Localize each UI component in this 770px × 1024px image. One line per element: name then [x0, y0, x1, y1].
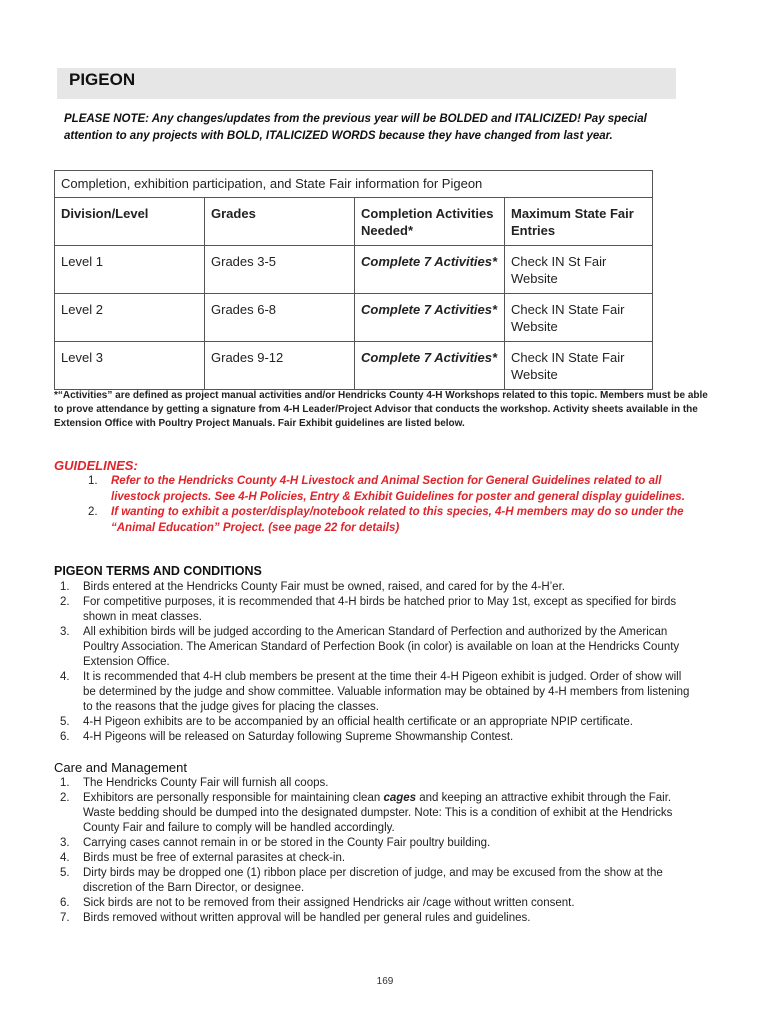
item-number: 5. — [60, 867, 70, 879]
item-text: If wanting to exhibit a poster/display/notebook related to this species, 4-H members may do so under the “Animal Education” Project. (see page 22 for details) — [111, 506, 684, 534]
item-number: 6. — [60, 731, 70, 743]
item-number: 2. — [88, 506, 98, 518]
activities-footnote: *“Activities” are defined as project manual activities and/or Hendricks County 4-H Workshops related to this topic. Members must be able to prove attendance by getting a signature from 4-H Leader/Project Advisor that conducts the workshop. Activity sheets available in the Extension Office with Poultry Project Manuals. Fair Exhibit guidelines are listed below. — [54, 390, 708, 429]
list-item — [54, 505, 694, 536]
list-item — [54, 625, 694, 670]
item-number: 7. — [60, 912, 70, 924]
cell-grades: Grades 3-5 — [205, 246, 355, 294]
requirements-table — [54, 170, 653, 390]
item-text: Birds removed without written approval will be handled per general rules and guidelines. — [83, 912, 531, 924]
list-item — [54, 911, 694, 926]
care-list — [54, 776, 694, 926]
guidelines-heading: GUIDELINES: — [54, 458, 138, 473]
item-text: Carrying cases cannot remain in or be stored in the County Fair poultry building. — [83, 837, 491, 849]
item-number: 3. — [60, 626, 70, 638]
cell-completion: Complete 7 Activities* — [355, 342, 505, 390]
item-number: 2. — [60, 792, 70, 804]
terms-list — [54, 580, 694, 745]
item-number: 1. — [88, 475, 98, 487]
header-max-entries: Maximum State Fair Entries — [505, 198, 653, 246]
item-number: 2. — [60, 596, 70, 608]
guidelines-list — [54, 474, 694, 536]
list-item — [54, 580, 694, 595]
item-text: Sick birds are not to be removed from their assigned Hendricks air /cage without written consent. — [83, 897, 575, 909]
cell-max-entries: Check IN State Fair Website — [505, 294, 653, 342]
list-item — [54, 474, 694, 505]
cell-level: Level 2 — [55, 294, 205, 342]
cell-grades: Grades 9-12 — [205, 342, 355, 390]
header-completion: Completion Activities Needed* — [355, 198, 505, 246]
item-number: 5. — [60, 716, 70, 728]
item-text: Birds must be free of external parasites at check-in. — [83, 852, 346, 864]
item-text: Birds entered at the Hendricks County Fair must be owned, raised, and cared for by the 4-H’er. — [83, 581, 565, 593]
item-text: All exhibition birds will be judged according to the American Standard of Perfection and authorized by the American Poultry Association. The American Standard of Perfection Book (in color) is available on loan at the Hendricks County Extension Office. — [83, 626, 680, 668]
list-item — [54, 595, 694, 625]
item-text: For competitive purposes, it is recommended that 4-H birds be hatched prior to May 1st, except as specified for birds shown in meat classes. — [83, 596, 677, 623]
list-item — [54, 851, 694, 866]
item-text: 4-H Pigeon exhibits are to be accompanied by an official health certificate or an appropriate NPIP certificate. — [83, 716, 633, 728]
page-number: 169 — [376, 976, 394, 987]
list-item — [54, 715, 694, 730]
section-title: PIGEON — [57, 68, 676, 99]
item-number: 4. — [60, 671, 70, 683]
header-grades: Grades — [205, 198, 355, 246]
item-text: 4-H Pigeons will be released on Saturday following Supreme Showmanship Contest. — [83, 731, 514, 743]
item-text: The Hendricks County Fair will furnish all coops. — [83, 777, 329, 789]
list-item — [54, 836, 694, 851]
table-row — [55, 294, 653, 342]
item-number: 6. — [60, 897, 70, 909]
cell-grades: Grades 6-8 — [205, 294, 355, 342]
item-text-start: Exhibitors are personally responsible for maintaining clean — [83, 792, 384, 804]
item-number: 3. — [60, 837, 70, 849]
cell-max-entries: Check IN State Fair Website — [505, 342, 653, 390]
item-number: 1. — [60, 777, 70, 789]
header-division: Division/Level — [55, 198, 205, 246]
list-item — [54, 866, 694, 896]
update-note: PLEASE NOTE: Any changes/updates from the previous year will be BOLDED and ITALICIZED! Pay special attention to any projects with BOLD, ITALICIZED WORDS because they have changed from last year. — [64, 113, 647, 142]
list-item — [54, 670, 694, 715]
terms-heading: PIGEON TERMS AND CONDITIONS — [54, 564, 262, 578]
item-text: Dirty birds may be dropped one (1) ribbon place per discretion of judge, and may be excused from the show at the discretion of the Barn Director, or designee. — [83, 867, 663, 894]
care-heading: Care and Management — [54, 760, 187, 775]
list-item — [54, 791, 694, 836]
table-caption: Completion, exhibition participation, and State Fair information for Pigeon — [55, 171, 653, 198]
emphasis-cages: cages — [383, 792, 417, 804]
table-row — [55, 246, 653, 294]
cell-completion: Complete 7 Activities* — [355, 294, 505, 342]
cell-level: Level 1 — [55, 246, 205, 294]
list-item — [54, 896, 694, 911]
item-number: 1. — [60, 581, 70, 593]
table-row — [55, 342, 653, 390]
item-text-end: and keeping an attractive exhibit through the Fair. Waste bedding should be dumped into the designated dumpster. Note: This is a condition of exhibit at the Hendricks County Fair and failure to comply will be handled accordingly. — [83, 792, 673, 834]
cell-level: Level 3 — [55, 342, 205, 390]
item-number: 4. — [60, 852, 70, 864]
cell-completion: Complete 7 Activities* — [355, 246, 505, 294]
item-text: It is recommended that 4-H club members be present at the time their 4-H Pigeon exhibit is judged. Order of show will be determined by the judge and show committee. Valuable information may be obtained by 4-H members from listening to the reasons that the judge gives for placing the classes. — [83, 671, 690, 713]
list-item — [54, 776, 694, 791]
item-text: Refer to the Hendricks County 4-H Livestock and Animal Section for General Guidelines related to all livestock projects. See 4-H Policies, Entry & Exhibit Guidelines for poster and general display guidelines. — [111, 475, 685, 503]
list-item — [54, 730, 694, 745]
cell-max-entries: Check IN St Fair Website — [505, 246, 653, 294]
